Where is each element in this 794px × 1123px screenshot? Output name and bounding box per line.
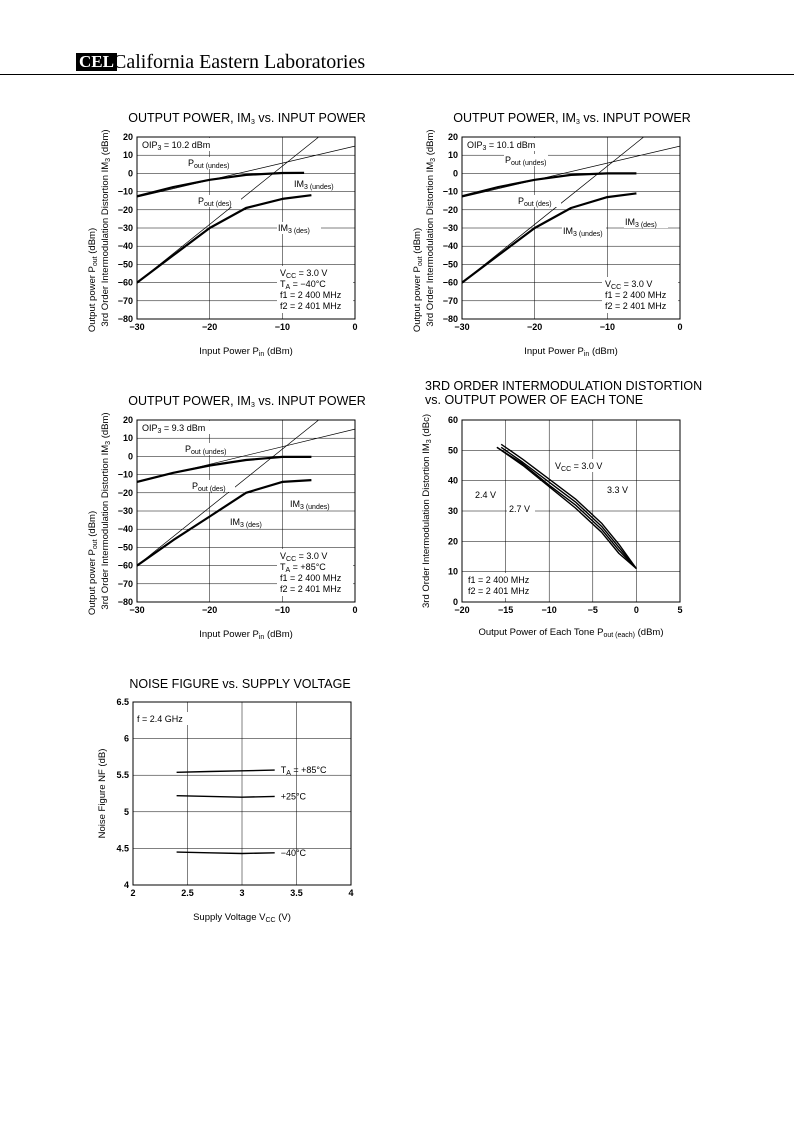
y-tick-label: −70 [442, 295, 458, 306]
annotation-vcc-rest: = 3.0 V [571, 461, 603, 471]
y-tick-label: 10 [122, 150, 133, 161]
condition-line-0-part-1: CC [286, 556, 297, 563]
y-axis-label [87, 511, 99, 615]
y-tick-label: 20 [447, 132, 458, 142]
y-axis-label [412, 228, 424, 332]
y-axis-label-part-1: out [92, 256, 99, 267]
series-label-part-0: P [198, 196, 205, 206]
box-label-part-2: = 9.3 dBm [161, 423, 206, 433]
y-axis-label-part-0: 3rd Order Intermodulation Distortion IM [421, 443, 432, 608]
x-tick-label: −5 [587, 605, 598, 615]
condition-line-1-part-0: T [280, 562, 286, 572]
box-label-part-1: 3 [482, 145, 487, 152]
x-axis-label-part-0: Supply Voltage V [193, 912, 266, 923]
series-line-0 [462, 146, 680, 197]
x-axis-label-part-2: (dBm) [635, 627, 664, 638]
x-tick-label: 4 [348, 888, 354, 898]
condition-line-3 [280, 584, 342, 594]
series-line-1 [177, 796, 275, 798]
condition-line-1-part-0: T [280, 279, 286, 289]
y-axis-label-part-2: (dBm) [87, 227, 98, 257]
y-axis-label [421, 414, 433, 608]
y-axis-label-2-part-2: (dBm) [100, 412, 111, 441]
y-axis-label-part-0: Noise Figure NF (dB) [97, 748, 108, 839]
condition-line-1-part-2: = −40°C [290, 279, 326, 289]
condition-line-0-part-0: V [605, 279, 612, 289]
annotation-vcc-sub: CC [561, 466, 572, 473]
y-axis-label-part-2: (dBc) [421, 414, 432, 440]
y-tick-label: −30 [117, 506, 133, 516]
x-axis-label-part-1: in [258, 634, 265, 641]
annotation-2: 2.7 V [509, 504, 531, 514]
series-label-part-0: P [188, 158, 195, 168]
x-tick-label: −10 [599, 322, 615, 332]
series-line-2 [462, 173, 636, 196]
x-tick-label: 0 [677, 322, 683, 332]
y-tick-label: −70 [117, 578, 133, 589]
chart-title-part-2: vs. INPUT POWER [579, 111, 691, 125]
condition-line-0-part-2: = 3.0 V [296, 551, 328, 561]
chart-noise-figure-vs-supply-voltage [80, 670, 380, 930]
y-tick-label: −60 [442, 277, 458, 288]
company-logo: CEL [76, 53, 117, 71]
series-label-part-1: 3 (des) [288, 228, 310, 235]
x-tick-label: −10 [274, 605, 290, 615]
chart-title [128, 394, 365, 409]
x-axis-label [199, 346, 293, 358]
y-axis-label [97, 749, 108, 839]
y-tick-label: 0 [127, 451, 133, 462]
series-label-part-1: 3 (undes) [573, 231, 603, 238]
y-axis-label-part-0: Output power P [412, 266, 423, 333]
series-label-0-part-1: A [286, 770, 291, 778]
condition-line-2-part-0: f1 = 2 400 MHz [280, 573, 342, 583]
condition-line-0-part-2: = 3.0 V [621, 279, 653, 289]
x-tick-label: −30 [129, 605, 145, 615]
y-tick-label: −40 [442, 241, 458, 252]
x-axis-label-part-0: Input Power P [524, 346, 584, 357]
y-tick-label: −20 [117, 487, 133, 498]
series-label-part-1: out (undes) [194, 163, 230, 170]
box-label-part-0: OIP [142, 140, 158, 150]
chart-title-part-2: vs. INPUT POWER [254, 394, 366, 408]
y-tick-label: 4 [123, 880, 129, 890]
condition-line-2 [280, 573, 342, 583]
x-tick-label: 3.5 [290, 888, 303, 898]
x-tick-label: −20 [454, 605, 470, 615]
condition-line-1-part-1: A [285, 567, 291, 574]
x-tick-label: −20 [202, 322, 218, 332]
y-tick-label: 10 [122, 433, 133, 444]
annotation-1: 2.4 V [475, 490, 497, 500]
y-tick-label: 10 [447, 566, 458, 577]
condition-line-1-part-1: A [285, 284, 291, 291]
y-tick-label: 50 [447, 445, 458, 456]
y-tick-label: −30 [117, 223, 133, 233]
y-axis-label-part-1: out [417, 256, 424, 267]
series-label-part-0: P [192, 481, 199, 491]
x-axis-label-part-1: out (each) [603, 632, 636, 639]
y-axis-label-part-0: Output power P [87, 266, 98, 333]
chart-output-power-im3-plus85 [80, 383, 380, 648]
annotation-vcc-part: V [555, 461, 562, 471]
y-axis-label-part-0: Output power P [87, 549, 98, 616]
x-tick-label: 2 [130, 888, 136, 898]
series-label-part-0: IM [563, 226, 573, 236]
box-label-part-0: f = 2.4 GHz [137, 714, 183, 724]
series-label-part-1: 3 (des) [240, 522, 262, 529]
condition-line-2-part-0: f1 = 2 400 MHz [280, 290, 342, 300]
series-label-part-1: out (des) [204, 201, 232, 208]
series-label-part-0: IM [625, 217, 635, 227]
y-tick-label: 60 [447, 415, 458, 425]
y-tick-label: 30 [447, 506, 458, 516]
y-tick-label: 40 [447, 475, 458, 486]
series-line-0 [177, 770, 275, 772]
chart-title-part-0: OUTPUT POWER, IM [128, 111, 251, 125]
y-axis-label-2 [100, 129, 112, 326]
x-tick-label: −10 [274, 322, 290, 332]
condition-line-0-part-1: CC [611, 284, 622, 291]
box-label-part-0: OIP [467, 140, 483, 150]
y-tick-label: −50 [117, 259, 133, 270]
series-line-2 [177, 852, 275, 853]
y-tick-label: −60 [117, 277, 133, 288]
chart-title-part-2: vs. INPUT POWER [254, 111, 366, 125]
series-label-part-1: out (undes) [191, 449, 227, 456]
series-label-2-part-0: −40°C [280, 847, 307, 858]
y-axis-label-2-part-0: 3rd Order Intermodulation Distortion IM [100, 444, 111, 610]
x-axis-label [524, 346, 618, 358]
x-tick-label: −30 [454, 322, 470, 332]
x-axis-label-part-0: Output Power of Each Tone P [478, 627, 604, 638]
page-header [0, 48, 794, 76]
series-label-part-1: out (undes) [511, 160, 547, 167]
y-tick-label: −40 [117, 241, 133, 252]
x-axis-label [478, 627, 663, 639]
series-label-1 [281, 791, 307, 801]
x-axis-label [199, 629, 293, 641]
box-label-part-2: = 10.2 dBm [161, 140, 211, 150]
series-label-part-0: P [185, 444, 192, 454]
series-label-part-0: P [518, 196, 525, 206]
x-axis-label-part-1: CC [265, 917, 276, 924]
y-tick-label: 20 [122, 415, 133, 425]
x-tick-label: 2.5 [181, 888, 194, 898]
x-tick-label: 3 [239, 888, 245, 898]
y-tick-label: 5.5 [116, 770, 129, 781]
y-axis-label [87, 228, 99, 332]
condition-line-0-part-1: CC [286, 273, 297, 280]
box-label-part-2: = 10.1 dBm [486, 140, 536, 150]
y-axis-label-2-part-1: 3 [105, 440, 112, 445]
chart-output-power-im3-25 [405, 100, 705, 365]
condition-line-2 [280, 290, 342, 300]
x-tick-label: 0 [352, 605, 358, 615]
chart-title-line-1: vs. OUTPUT POWER OF EACH TONE [425, 393, 644, 407]
chart-im3-vs-output-power [405, 370, 735, 645]
y-axis-label-2 [100, 412, 112, 609]
series-label-0-part-0: T [280, 765, 287, 776]
x-tick-label: 0 [633, 605, 639, 615]
y-axis-label-part-2: (dBm) [412, 227, 423, 257]
x-axis-label-part-2: (dBm) [589, 346, 618, 357]
x-tick-label: −30 [129, 322, 145, 332]
x-axis-label-part-2: (dBm) [264, 346, 293, 357]
series-label-part-1: out (des) [524, 201, 552, 208]
box-label-part-1: 3 [157, 145, 162, 152]
y-tick-label: −30 [442, 223, 458, 233]
x-tick-label: 5 [677, 605, 683, 615]
y-axis-label-2-part-1: 3 [105, 157, 112, 162]
y-tick-label: 4.5 [116, 843, 129, 854]
series-label-part-1: 3 (undes) [300, 504, 330, 511]
y-axis-label-2-part-1: 3 [430, 157, 437, 162]
x-axis-label-part-1: in [583, 351, 590, 358]
y-tick-label: −80 [117, 314, 133, 324]
y-axis-label-part-2: (dBm) [87, 510, 98, 540]
condition-line-1-part-0: f1 = 2 400 MHz [605, 290, 667, 300]
y-tick-label: −70 [117, 295, 133, 306]
series-label-part-0: IM [230, 517, 240, 527]
y-tick-label: −50 [117, 542, 133, 553]
box-label [137, 714, 183, 724]
chart-title [129, 677, 350, 691]
series-label-part-0: P [505, 155, 512, 165]
series-label-part-1: 3 (undes) [304, 184, 334, 191]
y-tick-label: −40 [117, 524, 133, 535]
y-tick-label: 0 [127, 168, 133, 179]
y-axis-label-part-1: out [92, 539, 99, 550]
condition-line-0-part-2: = 3.0 V [296, 268, 328, 278]
y-tick-label: 20 [122, 132, 133, 142]
x-axis-label-part-0: Input Power P [199, 629, 259, 640]
chart-title-part-1: 3 [250, 119, 255, 126]
condition-line-1-part-2: = +85°C [290, 562, 326, 572]
condition-line-1 [605, 290, 667, 300]
x-tick-label: −20 [202, 605, 218, 615]
box-label-part-1: 3 [157, 428, 162, 435]
condition-line-1-part-0: f2 = 2 401 MHz [468, 586, 530, 596]
y-axis-label-2 [425, 129, 437, 326]
condition-line-0-part-0: f1 = 2 400 MHz [468, 575, 530, 585]
box-label-part-0: OIP [142, 423, 158, 433]
series-label-part-0: IM [278, 223, 288, 233]
condition-line-2-part-0: f2 = 2 401 MHz [605, 301, 667, 311]
y-axis-label-2-part-0: 3rd Order Intermodulation Distortion IM [425, 161, 436, 327]
condition-line-1 [468, 586, 530, 596]
y-tick-label: 10 [447, 150, 458, 161]
y-tick-label: 5 [123, 806, 129, 817]
x-tick-label: 0 [352, 322, 358, 332]
chart-title-part-1: 3 [250, 402, 255, 409]
company-name: California Eastern Laboratories [113, 51, 366, 73]
x-axis-label-part-1: in [258, 351, 265, 358]
chart-title [453, 111, 690, 126]
condition-line-0-part-0: V [280, 268, 287, 278]
chart-title [128, 111, 365, 126]
y-tick-label: −10 [442, 186, 458, 197]
y-tick-label: −10 [117, 469, 133, 480]
y-axis-label-2-part-0: 3rd Order Intermodulation Distortion IM [100, 161, 111, 327]
y-tick-label: −20 [442, 204, 458, 215]
y-tick-label: −20 [117, 204, 133, 215]
condition-line-0 [468, 575, 530, 585]
series-label-part-0: IM [290, 499, 300, 509]
condition-line-3-part-0: f2 = 2 401 MHz [280, 584, 342, 594]
annotation-3: 3.3 V [607, 485, 629, 495]
x-tick-label: −15 [497, 605, 514, 615]
x-tick-label: −10 [541, 605, 557, 615]
y-tick-label: −60 [117, 560, 133, 571]
y-axis-label-part-1: 3 [426, 439, 433, 444]
condition-line-3 [280, 301, 342, 311]
x-axis-label [193, 912, 291, 924]
y-tick-label: −80 [117, 597, 133, 607]
series-label-0-part-2: = +85°C [290, 765, 327, 776]
y-axis-label-2-part-2: (dBm) [100, 129, 111, 158]
y-tick-label: −10 [117, 186, 133, 197]
series-label-2 [281, 848, 307, 858]
condition-line-3-part-0: f2 = 2 401 MHz [280, 301, 342, 311]
condition-line-0-part-0: V [280, 551, 287, 561]
y-tick-label: −80 [442, 314, 458, 324]
y-axis-label-2-part-2: (dBm) [425, 129, 436, 158]
series-label-1-part-0: +25°C [280, 791, 307, 802]
x-axis-label-part-2: (V) [275, 912, 291, 923]
chart-title-line-0: 3RD ORDER INTERMODULATION DISTORTION [425, 379, 703, 393]
y-tick-label: 6.5 [116, 697, 129, 707]
chart-title-part-0: NOISE FIGURE vs. SUPPLY VOLTAGE [129, 677, 351, 691]
x-tick-label: −20 [527, 322, 543, 332]
series-label-part-1: out (des) [198, 486, 226, 493]
chart-title-part-0: OUTPUT POWER, IM [128, 394, 251, 408]
header-rule [0, 74, 794, 75]
y-tick-label: 0 [452, 597, 458, 607]
series-label-part-0: IM [294, 179, 304, 189]
y-tick-label: 20 [447, 536, 458, 547]
y-tick-label: −50 [442, 259, 458, 270]
y-tick-label: 0 [452, 168, 458, 179]
chart-output-power-im3-minus40 [80, 100, 380, 365]
condition-line-2 [605, 301, 667, 311]
x-axis-label-part-0: Input Power P [199, 346, 259, 357]
x-axis-label-part-2: (dBm) [264, 629, 293, 640]
series-line-2 [137, 173, 304, 196]
series-label-part-1: 3 (des) [635, 222, 657, 229]
y-tick-label: 6 [123, 733, 129, 744]
chart-title-part-0: OUTPUT POWER, IM [453, 111, 576, 125]
chart-title-part-1: 3 [575, 119, 580, 126]
